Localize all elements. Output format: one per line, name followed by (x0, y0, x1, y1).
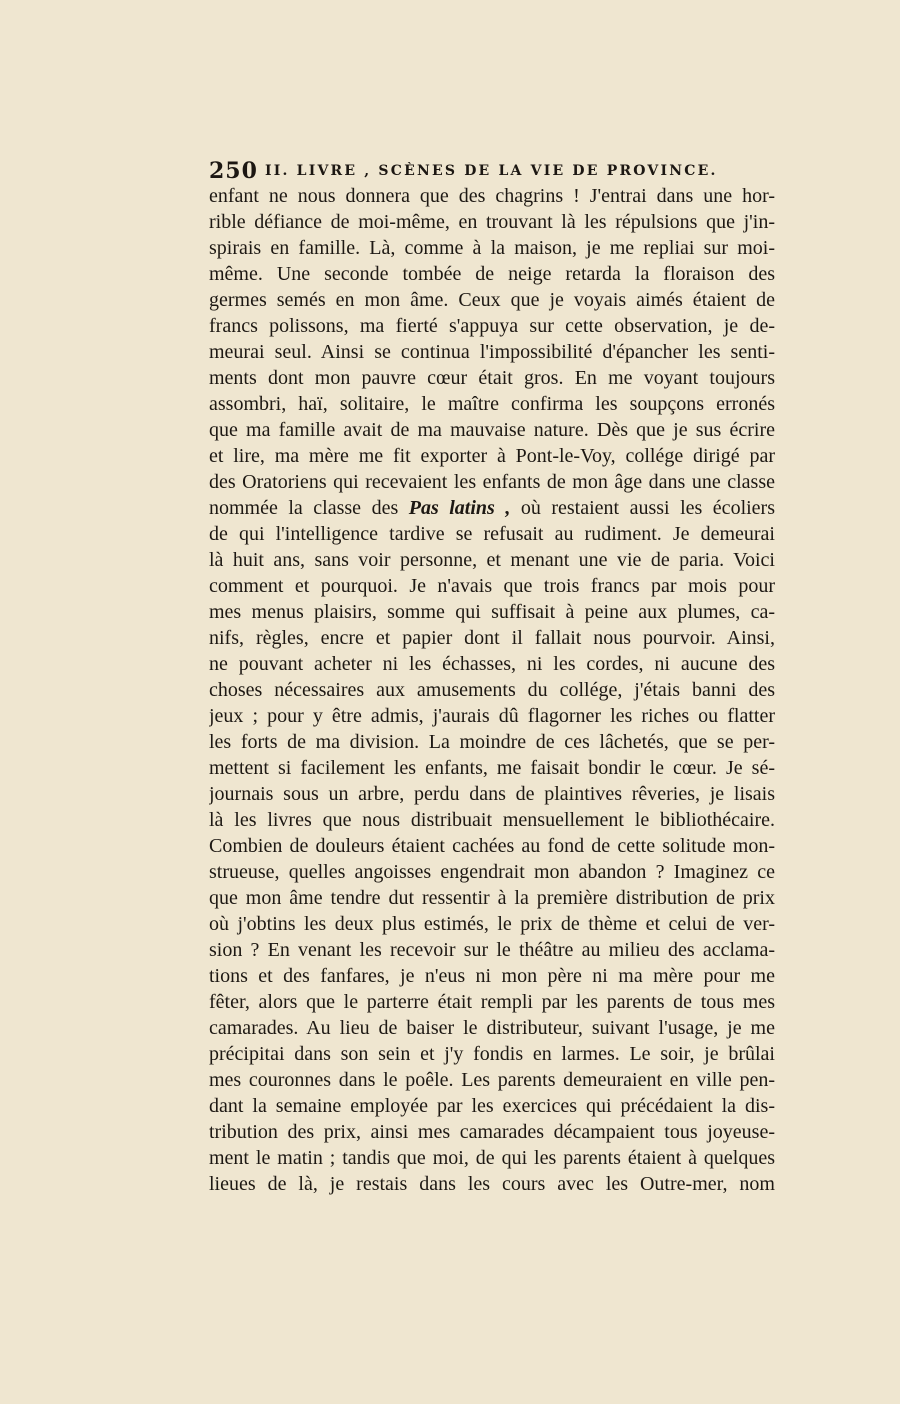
text-line: ments dont mon pauvre cœur était gros. En me voyant toujours (209, 367, 775, 389)
text-line: dant la semaine employée par les exercices qui précédaient la dis- (209, 1095, 775, 1117)
text-line: assombri, haï, solitaire, le maître confirma les soupçons erronés (209, 393, 775, 415)
text-line: nifs, règles, encre et papier dont il fallait nous pourvoir. Ainsi, (209, 627, 775, 649)
text-line: germes semés en mon âme. Ceux que je voyais aimés étaient de (209, 289, 775, 311)
page-number: 250 (209, 158, 258, 184)
running-title: II. LIVRE , SCÈNES DE LA VIE DE PROVINCE. (265, 163, 718, 179)
text-line: francs polissons, ma fierté s'appuya sur cette observation, je de- (209, 315, 775, 337)
text-line: où j'obtins les deux plus estimés, le prix de thème et celui de ver- (209, 913, 775, 935)
text-line: que ma famille avait de ma mauvaise nature. Dès que je sus écrire (209, 419, 775, 441)
text-line: mes menus plaisirs, somme qui suffisait à peine aux plumes, ca- (209, 601, 775, 623)
text-line: précipitai dans son sein et j'y fondis en larmes. Le soir, je brûlai (209, 1043, 775, 1065)
text-line: fêter, alors que le parterre était rempli par les parents de tous mes (209, 991, 775, 1013)
text-line: tions et des fanfares, je n'eus ni mon père ni ma mère pour me (209, 965, 775, 987)
text-line: là huit ans, sans voir personne, et menant une vie de paria. Voici (209, 549, 775, 571)
page-header (209, 158, 775, 186)
text-line: Combien de douleurs étaient cachées au fond de cette solitude mon- (209, 835, 775, 857)
text-line: strueuse, quelles angoisses engendrait mon abandon ? Imaginez ce (209, 861, 775, 883)
text-line: lieues de là, je restais dans les cours avec les Outre-mer, nom (209, 1173, 775, 1195)
text-line: tribution des prix, ainsi mes camarades décampaient tous joyeuse- (209, 1121, 775, 1143)
text-line: camarades. Au lieu de baiser le distributeur, suivant l'usage, je me (209, 1017, 775, 1039)
text-line: journais sous un arbre, perdu dans de plaintives rêveries, je lisais (209, 783, 775, 805)
text-line: meurai seul. Ainsi se continua l'impossibilité d'épancher les senti- (209, 341, 775, 363)
body-text (209, 183, 775, 1197)
text-line: nommée la classe des Pas latins , où restaient aussi les écoliers (209, 497, 775, 519)
text-line: de qui l'intelligence tardive se refusait au rudiment. Je demeurai (209, 523, 775, 545)
text-line: des Oratoriens qui recevaient les enfants de mon âge dans une classe (209, 471, 775, 493)
text-line: là les livres que nous distribuait mensuellement le bibliothécaire. (209, 809, 775, 831)
text-line: mes couronnes dans le poêle. Les parents demeuraient en ville pen- (209, 1069, 775, 1091)
text-line: que mon âme tendre dut ressentir à la première distribution de prix (209, 887, 775, 909)
text-line: même. Une seconde tombée de neige retarda la floraison des (209, 263, 775, 285)
text-line: ne pouvant acheter ni les échasses, ni les cordes, ni aucune des (209, 653, 775, 675)
text-line: comment et pourquoi. Je n'avais que trois francs par mois pour (209, 575, 775, 597)
text-line: mettent si facilement les enfants, me faisait bondir le cœur. Je sé- (209, 757, 775, 779)
text-line: spirais en famille. Là, comme à la maison, je me repliai sur moi- (209, 237, 775, 259)
text-line: et lire, ma mère me fit exporter à Pont-le-Voy, collége dirigé par (209, 445, 775, 467)
text-line: enfant ne nous donnera que des chagrins ! J'entrai dans une hor- (209, 185, 775, 207)
text-line: choses nécessaires aux amusements du collége, j'étais banni des (209, 679, 775, 701)
italic-phrase: Pas latins , (408, 497, 511, 519)
text-line: rible défiance de moi-même, en trouvant là les répulsions que j'in- (209, 211, 775, 233)
text-line: sion ? En venant les recevoir sur le théâtre au milieu des acclama- (209, 939, 775, 961)
text-line: les forts de ma division. La moindre de ces lâchetés, que se per- (209, 731, 775, 753)
text-line: ment le matin ; tandis que moi, de qui les parents étaient à quelques (209, 1147, 775, 1169)
text-line: jeux ; pour y être admis, j'aurais dû flagorner les riches ou flatter (209, 705, 775, 727)
